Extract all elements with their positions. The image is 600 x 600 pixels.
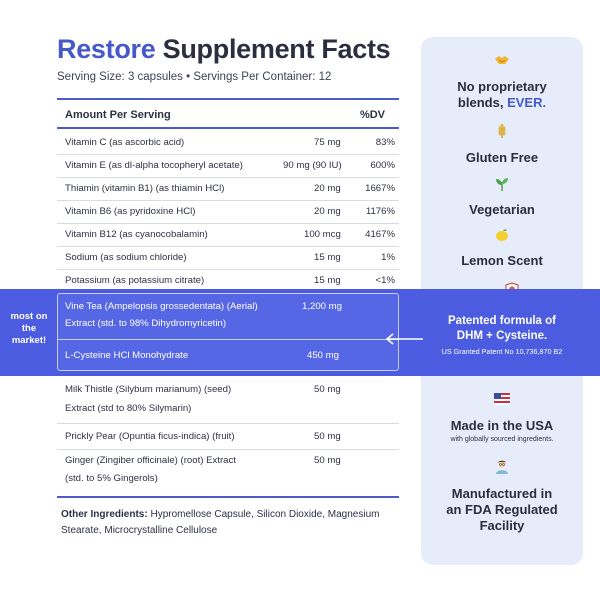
nutrient-amount: 20 mg	[314, 183, 341, 194]
arrow-left-icon	[384, 333, 424, 345]
nutrient-name: Vitamin C (as ascorbic acid)	[65, 137, 185, 148]
table-row	[57, 154, 399, 178]
patent-title	[421, 314, 583, 344]
feature-lemon-scent	[421, 227, 583, 269]
feature-no-blends-emphasis: EVER.	[507, 95, 547, 110]
highlight-band	[0, 289, 600, 376]
nutrient-dv: 4167%	[365, 229, 395, 240]
wheat-icon	[494, 123, 510, 139]
nutrient-name: Vitamin E (as dl-alpha tocopheryl acetate)	[65, 160, 243, 171]
nutrient-name: Potassium (as potassium citrate)	[65, 275, 205, 286]
feature-fda-line2: an FDA Regulated	[446, 502, 558, 517]
feature-lemon-scent-label: Lemon Scent	[461, 253, 543, 268]
nutrient-dv: <1%	[375, 275, 395, 286]
table-row	[57, 377, 399, 424]
ingredient-amount: 50 mg	[314, 431, 341, 442]
nutrient-amount: 75 mg	[314, 137, 341, 148]
ingredient-name-line1: Milk Thistle (Silybum marianum) (seed)	[65, 384, 232, 395]
leaf-icon	[494, 176, 510, 192]
table-row	[57, 424, 399, 450]
feature-fda-line1: Manufactured in	[451, 486, 553, 501]
ingredient-name-line2: (std. to 5% Gingerols)	[65, 473, 158, 484]
serving-info: Serving Size: 3 capsules • Servings Per Container: 12	[57, 71, 332, 83]
nutrient-name: Vitamin B12 (as cyanocobalamin)	[65, 229, 208, 240]
feature-vegetarian-label: Vegetarian	[469, 202, 535, 217]
table-row	[57, 200, 399, 224]
nutrient-name: Vitamin B6 (as pyridoxine HCl)	[65, 206, 196, 217]
nutrient-name: Thiamin (vitamin B1) (as thiamin HCl)	[65, 183, 225, 194]
table-header	[57, 106, 399, 126]
nutrient-amount: 90 mg (90 IU)	[283, 160, 342, 171]
nutrient-amount: 100 mcg	[304, 229, 341, 240]
highlight-divider	[57, 339, 399, 340]
other-ingredients-label: Other Ingredients:	[61, 509, 148, 520]
ingredient-name-line1: Ginger (Zingiber officinale) (root) Extract	[65, 455, 236, 466]
feature-made-in-usa	[421, 392, 583, 443]
feature-fda-line3: Facility	[479, 518, 525, 533]
feature-no-blends-line1: No proprietary	[457, 79, 547, 94]
nutrient-dv: 1%	[381, 252, 395, 263]
patent-title-line2: DHM + Cysteine.	[456, 330, 548, 342]
dv-header: %DV	[359, 109, 385, 121]
brand-name: Restore	[57, 34, 156, 64]
feature-vegetarian	[421, 176, 583, 218]
nutrient-dv: 600%	[370, 160, 395, 171]
patent-number: US Granted Patent No 10,736,870 B2	[441, 347, 563, 356]
ingredient-name-line2: Extract (std to 80% Silymarin)	[65, 403, 192, 414]
header-rule-bottom	[57, 127, 399, 129]
feature-made-in-usa-sub: with globally sourced ingredients.	[450, 436, 554, 443]
vine-tea-name-line1: Vine Tea (Ampelopsis grossedentata) (Aerial)	[65, 301, 258, 312]
handshake-icon	[494, 52, 510, 68]
header-rule-top	[57, 98, 399, 100]
feature-no-blends	[421, 52, 583, 111]
other-ingredients-text: Hypromellose Capsule, Silicon Dioxide, Magnesium Stearate, Microcrystalline Cellulose	[61, 509, 380, 536]
nutrient-dv: 1176%	[365, 206, 395, 217]
nutrient-amount: 20 mg	[314, 206, 341, 217]
feature-gluten-free	[421, 123, 583, 166]
ingredient-amount: 50 mg	[314, 455, 341, 466]
page-title	[57, 34, 390, 65]
cysteine-name: L-Cysteine HCl Monohydrate	[65, 350, 189, 361]
ingredient-amount: 50 mg	[314, 384, 341, 395]
lemon-icon	[494, 227, 510, 243]
patent-title-line1: Patented formula of	[448, 315, 556, 327]
table-row	[57, 450, 399, 498]
feature-no-blends-line2	[421, 95, 583, 111]
other-ingredients	[61, 507, 391, 539]
nutrient-amount: 15 mg	[314, 275, 341, 286]
table-row	[57, 223, 399, 247]
feature-gluten-free-label: Gluten Free	[465, 150, 539, 165]
table-row	[57, 246, 399, 270]
nutrient-dv: 1667%	[365, 183, 395, 194]
amount-per-serving-header: Amount Per Serving	[65, 109, 171, 121]
nutrient-amount: 15 mg	[314, 252, 341, 263]
vine-tea-name-line2: Extract (std. to 98% Dihydromyricetin)	[65, 318, 227, 329]
us-flag-icon	[494, 393, 510, 405]
title-rest: Supplement Facts	[162, 34, 391, 64]
feature-made-in-usa-label: Made in the USA	[450, 418, 554, 433]
most-on-market-label: most on the market!	[10, 311, 48, 346]
nutrient-dv: 83%	[375, 137, 395, 148]
ingredient-name: Prickly Pear (Opuntia ficus-indica) (fruit)	[65, 431, 235, 442]
vine-tea-amount: 1,200 mg	[302, 301, 343, 312]
nutrient-name: Sodium (as sodium chloride)	[65, 252, 187, 263]
feature-fda-facility	[421, 458, 583, 534]
table-row	[57, 131, 399, 155]
scientist-icon	[494, 458, 510, 474]
cysteine-amount: 450 mg	[307, 350, 339, 361]
feature-no-blends-text: blends,	[457, 95, 504, 110]
table-row	[57, 177, 399, 201]
